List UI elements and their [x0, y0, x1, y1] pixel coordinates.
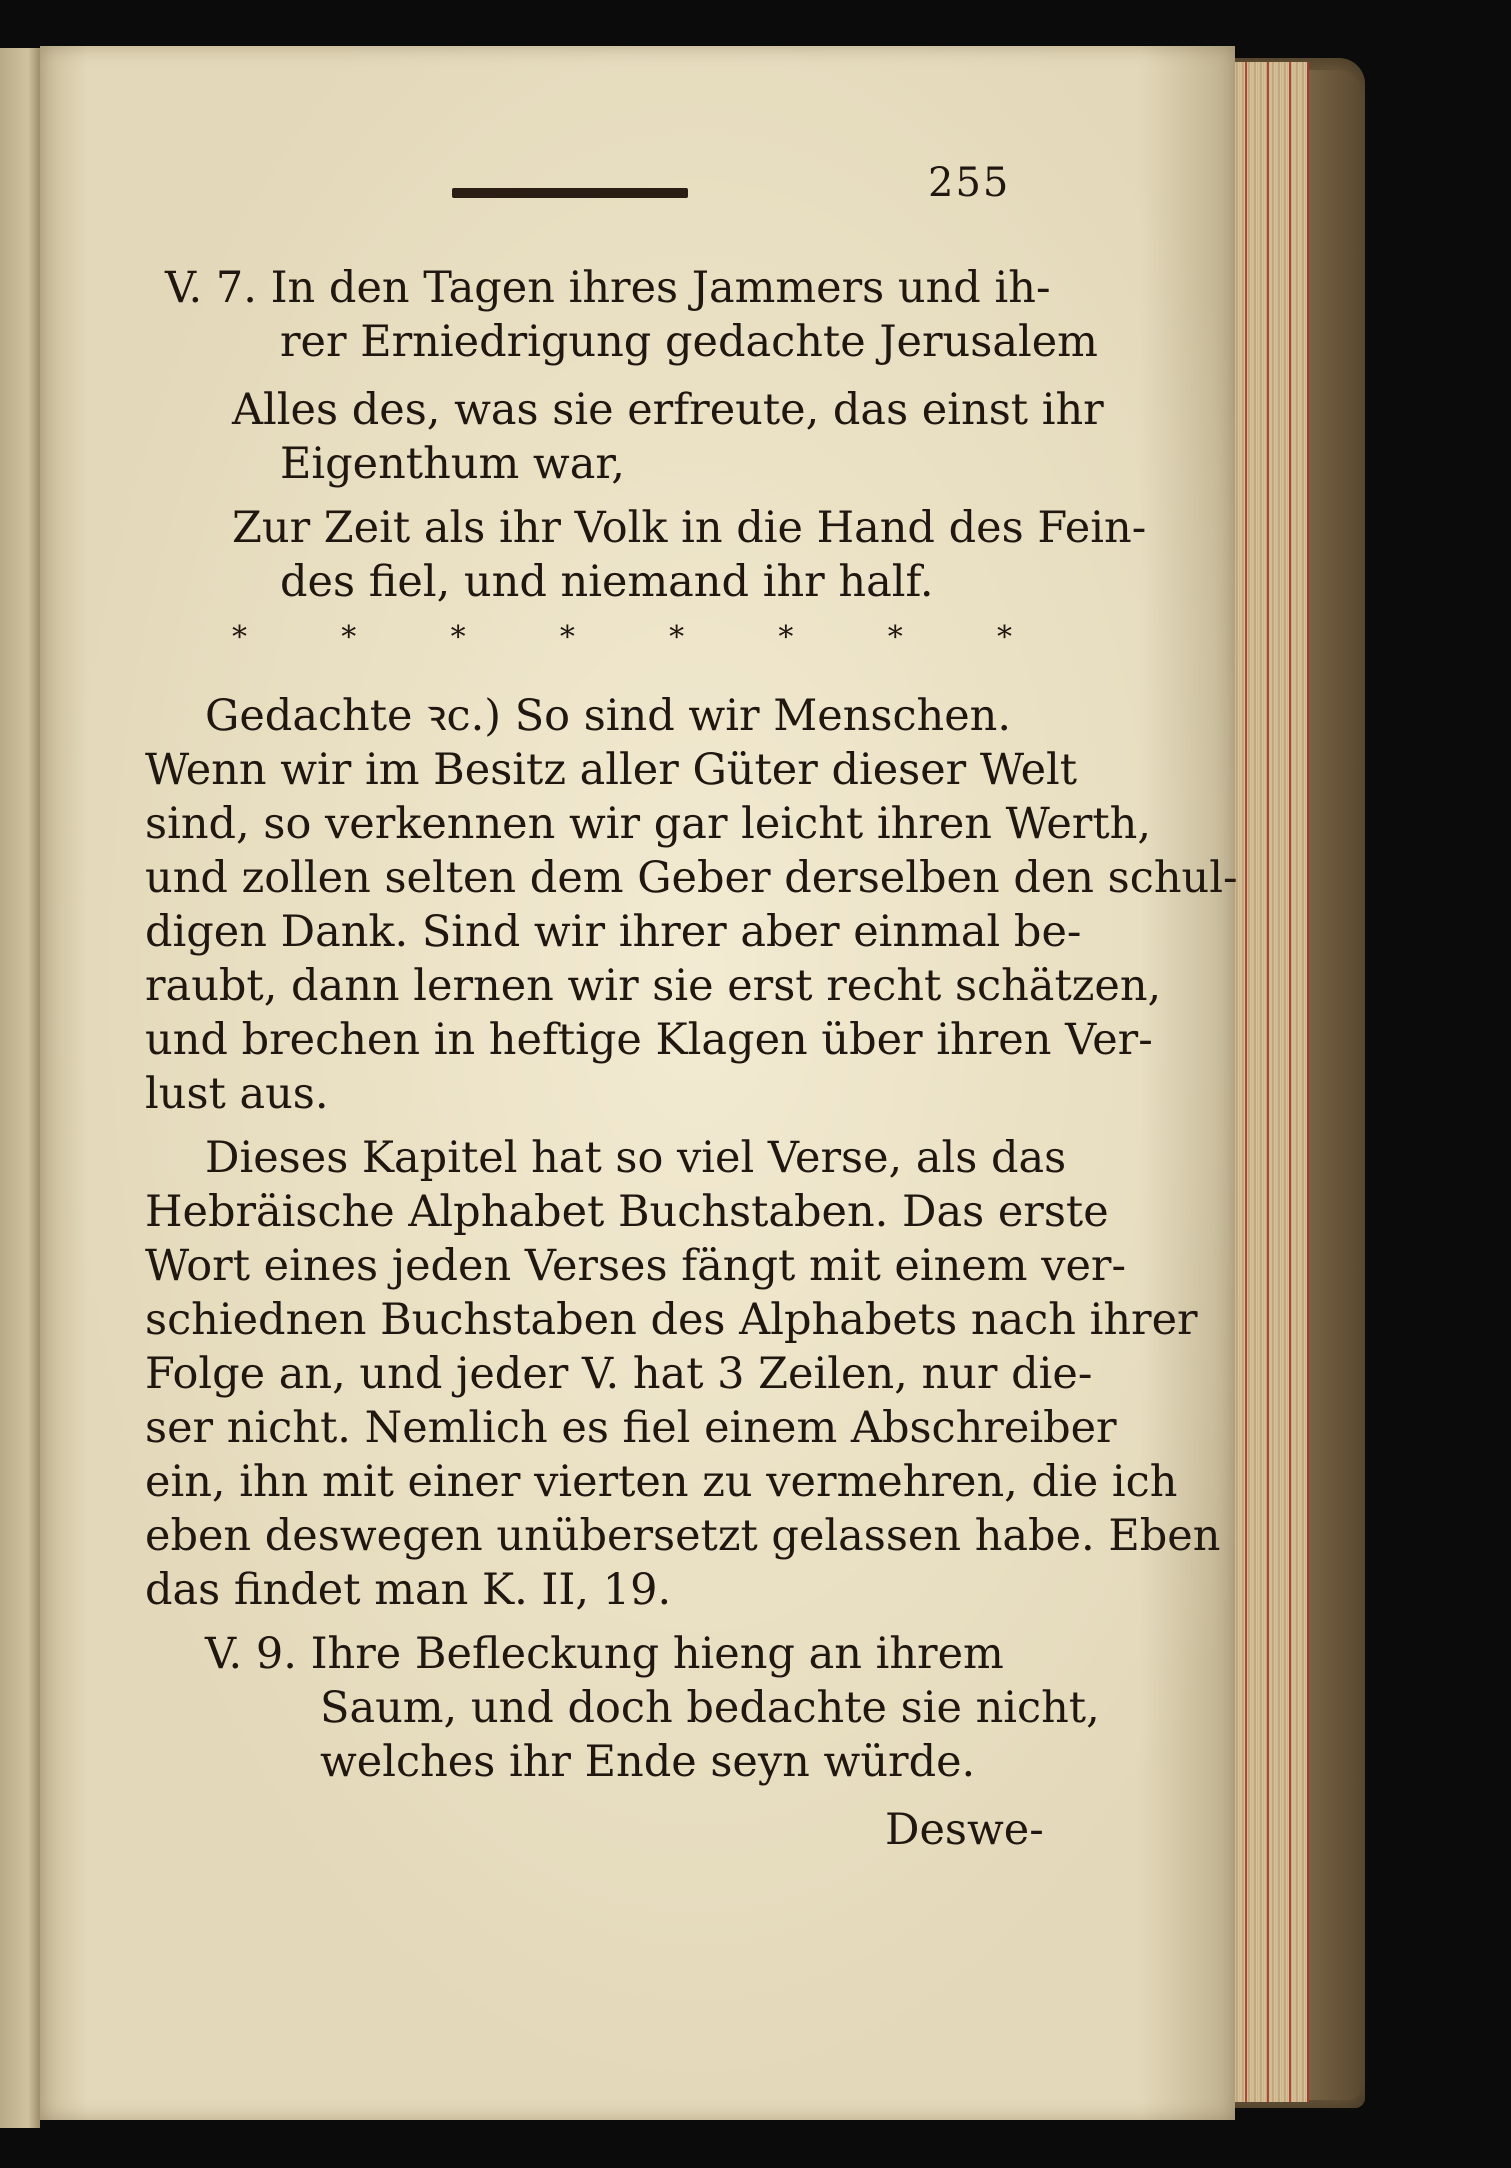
commentary-line: Folge an, und jeder V. hat 3 Zeilen, nur die- [145, 1349, 1093, 1399]
page-number: 255 [928, 160, 1011, 206]
catchword: Deswe- [885, 1805, 1044, 1855]
verse9-line: V. 9. Ihre Befleckung hieng an ihrem [205, 1629, 1004, 1679]
commentary-line: Gedachte ꝛc.) So sind wir Menschen. [205, 691, 1012, 741]
facing-page-sliver [0, 48, 40, 2128]
verse7-line: rer Erniedrigung gedachte Jerusalem [280, 317, 1098, 367]
commentary-line: lust aus. [145, 1069, 329, 1119]
verse9-line: Saum, und doch bedachte sie nicht, [320, 1683, 1100, 1733]
verse7-line: Alles des, was sie erfreute, das einst ihr [232, 385, 1104, 435]
commentary-line: ser nicht. Nemlich es fiel einem Abschreiber [145, 1403, 1117, 1453]
separator-star: * [996, 620, 1012, 655]
commentary-line: schiednen Buchstaben des Alphabets nach ihrer [145, 1295, 1198, 1345]
header-rule [452, 188, 688, 198]
verse7-line: des fiel, und niemand ihr half. [280, 557, 934, 607]
separator-star: * [232, 620, 247, 655]
separator-stars [232, 620, 1012, 655]
separator-star: * [778, 620, 794, 655]
separator-star: * [669, 620, 685, 655]
separator-star: * [559, 620, 575, 655]
page-fore-edge [1225, 62, 1309, 2102]
verse9-line: welches ihr Ende seyn würde. [320, 1737, 976, 1787]
commentary-line: Hebräische Alphabet Buchstaben. Das erste [145, 1187, 1109, 1237]
commentary-line: und zollen selten dem Geber derselben den schul- [145, 853, 1238, 903]
commentary-line: eben deswegen unübersetzt gelassen habe. Eben [145, 1511, 1221, 1561]
separator-star: * [887, 620, 903, 655]
verse7-line: Zur Zeit als ihr Volk in die Hand des Fein- [232, 503, 1147, 553]
separator-star: * [450, 620, 466, 655]
commentary-line: und brechen in heftige Klagen über ihren Ver- [145, 1015, 1153, 1065]
separator-star: * [341, 620, 357, 655]
commentary-line: raubt, dann lernen wir sie erst recht schätzen, [145, 961, 1162, 1011]
verse7-line: Eigenthum war, [280, 439, 625, 489]
commentary-line: Dieses Kapitel hat so viel Verse, als das [205, 1133, 1067, 1183]
red-edge-line [1289, 62, 1291, 2102]
red-edge-line [1245, 62, 1247, 2102]
commentary-line: sind, so verkennen wir gar leicht ihren Werth, [145, 799, 1151, 849]
verse7-line: V. 7. In den Tagen ihres Jammers und ih- [165, 263, 1051, 313]
red-edge-line [1267, 62, 1269, 2102]
commentary-line: digen Dank. Sind wir ihrer aber einmal be- [145, 907, 1082, 957]
commentary-line: Wort eines jeden Verses fängt mit einem ver- [145, 1241, 1127, 1291]
commentary-line: Wenn wir im Besitz aller Güter dieser Welt [145, 745, 1078, 795]
commentary-line: das findet man K. II, 19. [145, 1565, 672, 1615]
cover-edge [1300, 70, 1360, 2100]
commentary-line: ein, ihn mit einer vierten zu vermehren, die ich [145, 1457, 1178, 1507]
